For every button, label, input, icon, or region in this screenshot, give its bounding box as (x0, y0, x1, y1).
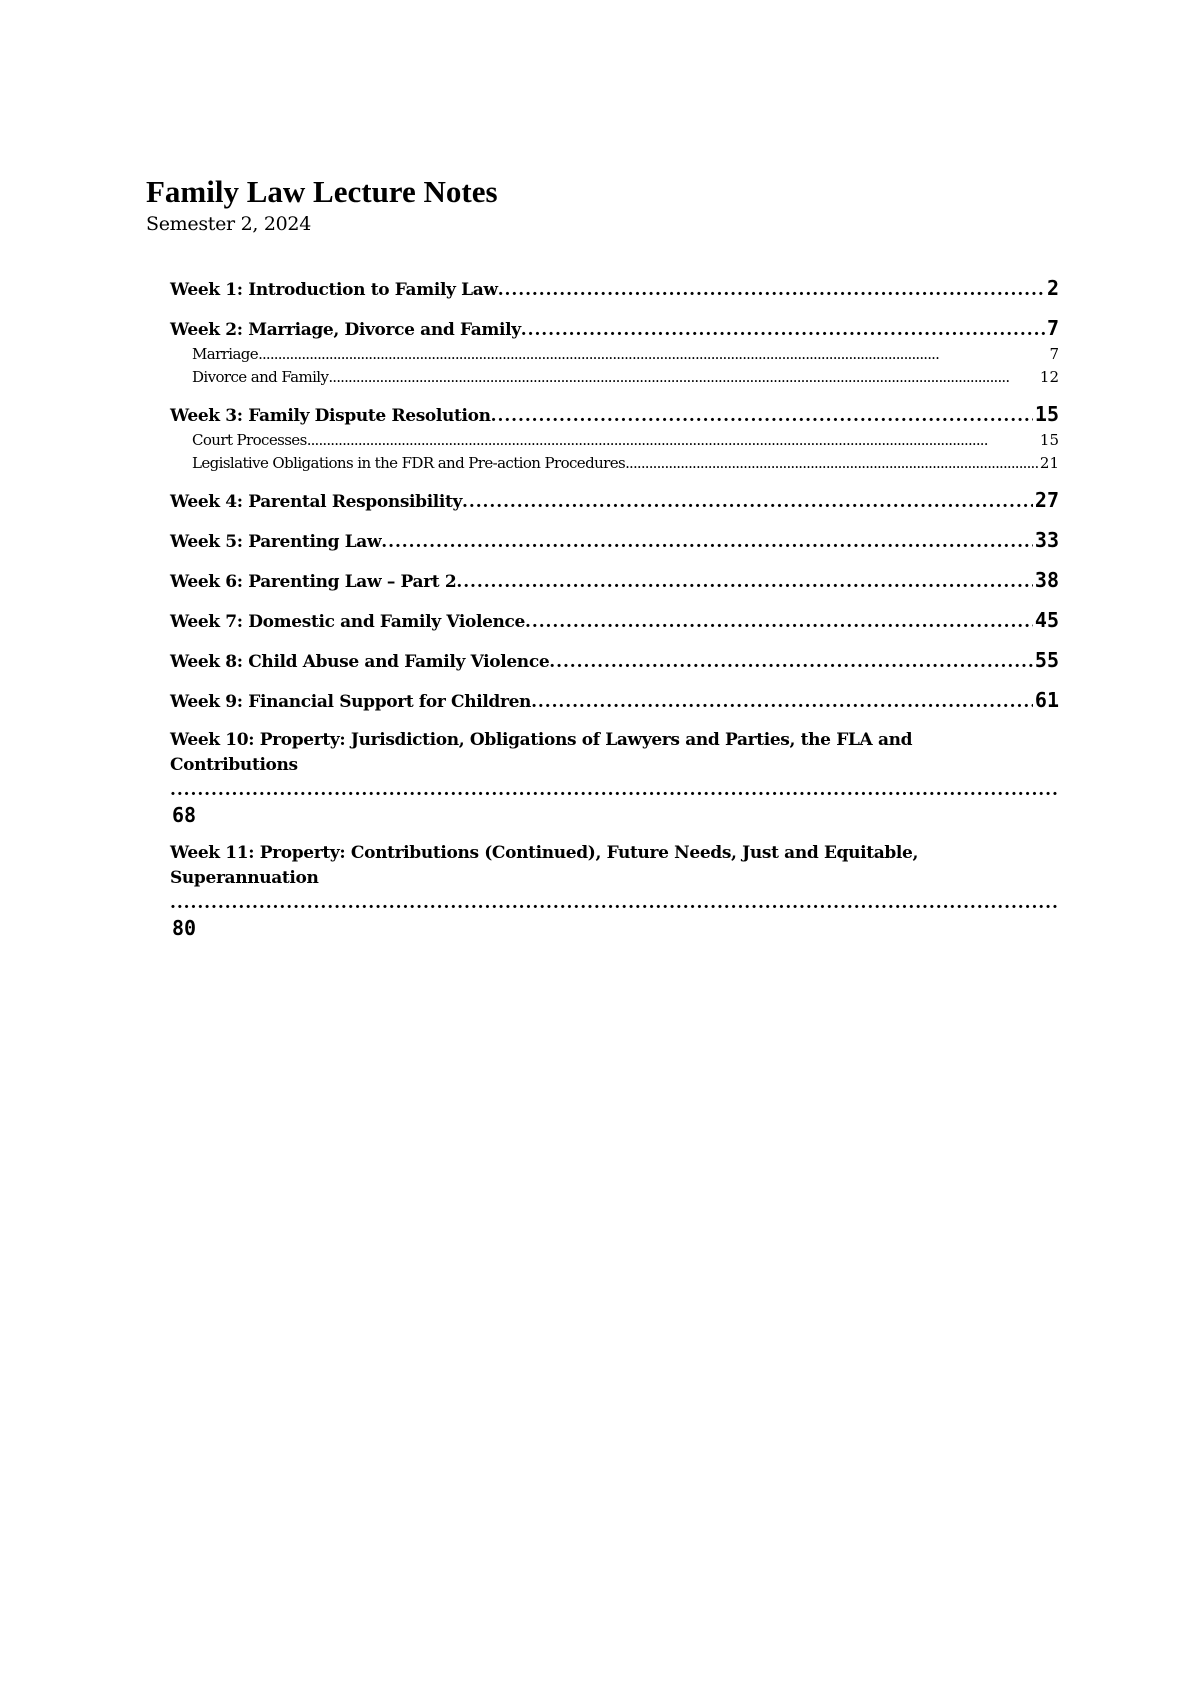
toc-entry-label: Week 1: Introduction to Family Law (170, 280, 498, 300)
toc-page-number: 2 (1046, 276, 1059, 300)
toc-leader-dots (521, 318, 1045, 343)
document-title: Family Law Lecture Notes (146, 174, 498, 209)
toc-leader-dots (462, 490, 1033, 515)
toc-leader-dots (456, 570, 1033, 595)
toc-subentry-court-processes[interactable] (170, 429, 1059, 452)
toc-leader-dots (625, 452, 1038, 475)
toc-entry-week-7[interactable] (170, 608, 1059, 635)
toc-subentry-label: Legislative Obligations in the FDR and Pre-action Procedures (192, 454, 626, 472)
toc-page-number: 45 (1034, 608, 1059, 632)
toc-leader-dots (525, 610, 1033, 635)
toc-page-number: 33 (1034, 528, 1059, 552)
toc-page-number: 27 (1034, 488, 1059, 512)
toc-page-number: 12 (1039, 368, 1059, 386)
toc-leader-dots (381, 530, 1033, 555)
toc-leader-dots (307, 429, 1038, 452)
toc-entry-label: Week 3: Family Dispute Resolution (170, 406, 491, 426)
toc-entry-week-6[interactable] (170, 568, 1059, 595)
toc-entry-label-line-2: Superannuation (170, 868, 319, 888)
toc-entry-label: Week 6: Parenting Law – Part 2 (170, 572, 457, 592)
toc-leader-dots (549, 650, 1033, 675)
toc-page-number: 15 (1034, 402, 1059, 426)
toc-entry-week-5[interactable] (170, 528, 1059, 555)
toc-entry-week-9[interactable] (170, 688, 1059, 715)
toc-leader-dots (328, 366, 1038, 389)
toc-subentry-marriage[interactable] (170, 343, 1059, 366)
toc-entry-week-2[interactable] (170, 316, 1059, 343)
toc-subentry-label: Court Processes (192, 431, 307, 449)
toc-entry-label-line-2: Contributions (170, 755, 298, 775)
toc-entry-week-8[interactable] (170, 648, 1059, 675)
toc-page-number: 15 (1039, 431, 1059, 449)
toc-leader-dots (170, 778, 1059, 803)
toc-entry-label: Week 5: Parenting Law (170, 532, 382, 552)
toc-leader-dots (170, 891, 1059, 916)
toc-page-number: 80 (172, 916, 197, 940)
toc-page-number: 21 (1039, 454, 1059, 472)
toc-subentry-legislative-obligations[interactable] (170, 452, 1059, 475)
toc-entry-week-11[interactable] (170, 841, 1059, 941)
toc-entry-week-3[interactable] (170, 402, 1059, 429)
toc-subentry-label: Marriage (192, 345, 259, 363)
toc-page-number: 7 (1049, 345, 1059, 363)
toc-page-number: 61 (1034, 688, 1059, 712)
toc-leader-dots (498, 278, 1045, 303)
toc-entry-week-10[interactable] (170, 728, 1059, 828)
toc-entry-label-line-1: Week 11: Property: Contributions (Continued), Future Needs, Just and Equitable, (170, 843, 919, 863)
toc-entry-label-line-1: Week 10: Property: Jurisdiction, Obligations of Lawyers and Parties, the FLA and (170, 730, 913, 750)
toc-leader-dots (491, 404, 1033, 429)
toc-leader-dots (531, 690, 1033, 715)
toc-entry-label: Week 4: Parental Responsibility (170, 492, 463, 512)
document-subtitle: Semester 2, 2024 (146, 213, 311, 235)
toc-entry-label: Week 8: Child Abuse and Family Violence (170, 652, 550, 672)
toc-entry-label: Week 7: Domestic and Family Violence (170, 612, 526, 632)
toc-entry-week-4[interactable] (170, 488, 1059, 515)
toc-leader-dots (258, 343, 1047, 366)
toc-entry-label: Week 2: Marriage, Divorce and Family (170, 320, 521, 340)
table-of-contents (170, 276, 1059, 941)
toc-page-number: 38 (1034, 568, 1059, 592)
toc-entry-week-1[interactable] (170, 276, 1059, 303)
toc-page-number: 68 (172, 803, 197, 827)
toc-subentry-divorce-and-family[interactable] (170, 366, 1059, 389)
toc-subentry-label: Divorce and Family (192, 368, 329, 386)
toc-page-number: 55 (1034, 648, 1059, 672)
toc-page-number: 7 (1046, 316, 1059, 340)
toc-entry-label: Week 9: Financial Support for Children (170, 692, 532, 712)
